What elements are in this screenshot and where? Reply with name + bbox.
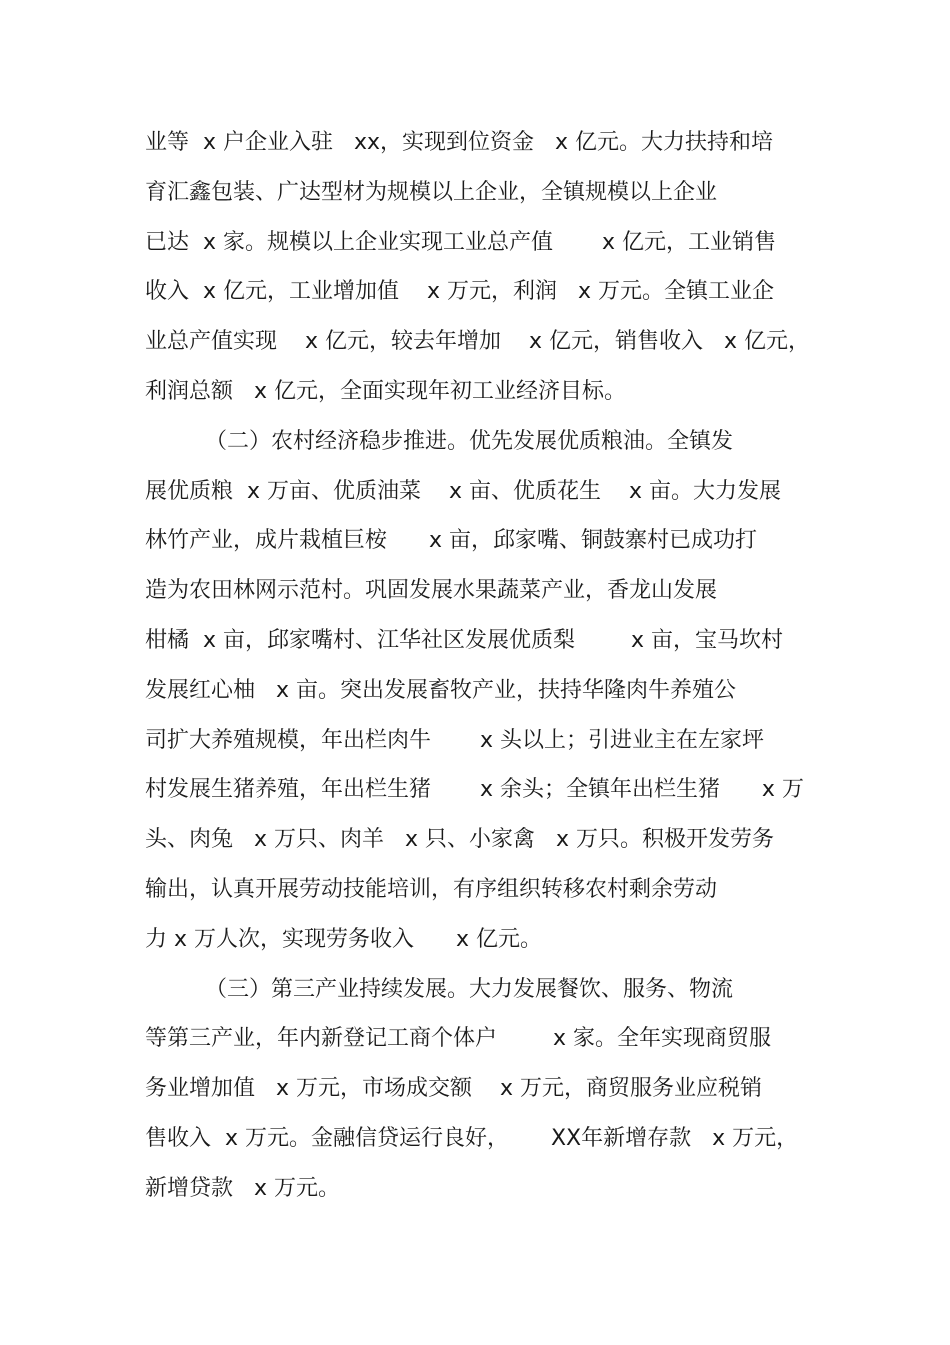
text-line: 业等 x 户企业入驻 xx，实现到位资金 x 亿元。大力扶持和培 <box>145 130 774 155</box>
text-line: 收入 x 亿元，工业增加值 x 万元，利润 x 万元。全镇工业企 <box>145 279 774 305</box>
text-line: 头、肉兔 x 万只、肉羊 x 只、小家禽 x 万只。积极开发劳务 <box>145 827 774 853</box>
text-line: 柑橘 x 亩，邱家嘴村、江华社区发展优质梨 x 亩，宝马坎村 <box>145 627 783 653</box>
text-line: 村发展生猪养殖，年出栏生猪 x 余头；全镇年出栏生猪 x 万 <box>145 777 804 803</box>
text-line: 育汇鑫包装、广达型材为规模以上企业，全镇规模以上企业 <box>145 179 718 205</box>
text-line: 已达 x 家。规模以上企业实现工业总产值 x 亿元，工业销售 <box>145 229 776 255</box>
section-heading-line: （三）第三产业持续发展。大力发展餐饮、服务、物流 <box>205 976 734 1002</box>
text-line: 售收入 x 万元。金融信贷运行良好， XX年新增存款 x 万元， <box>145 1125 799 1151</box>
text-line: 利润总额 x 亿元，全面实现年初工业经济目标。 <box>145 378 626 404</box>
text-line: 务业增加值 x 万元，市场成交额 x 万元，商贸服务业应税销 <box>145 1076 762 1102</box>
text-line: 展优质粮 x 万亩、优质油菜 x 亩、优质花生 x 亩。大力发展 <box>145 478 781 504</box>
text-line: 力 x 万人次，实现劳务收入 x 亿元。 <box>145 926 542 952</box>
section-heading-line: （二）农村经济稳步推进。优先发展优质粮油。全镇发 <box>205 428 734 454</box>
text-line: 输出，认真开展劳动技能培训，有序组织转移农村剩余劳动 <box>145 876 718 902</box>
text-line: 司扩大养殖规模，年出栏肉牛 x 头以上；引进业主在左家坪 <box>145 727 764 753</box>
body-text <box>145 118 825 1214</box>
text-line: 发展红心柚 x 亩。突出发展畜牧产业，扶持华隆肉牛养殖公 <box>145 677 736 703</box>
text-line: 等第三产业，年内新登记工商个体户 x 家。全年实现商贸服 <box>145 1026 771 1052</box>
text-line: 林竹产业，成片栽植巨桉 x 亩，邱家嘴、铜鼓寨村已成功打 <box>145 528 757 554</box>
text-line: 业总产值实现 x 亿元，较去年增加 x 亿元，销售收入 x 亿元， <box>145 329 810 355</box>
text-line: 新增贷款 x 万元。 <box>145 1175 340 1201</box>
text-line: 造为农田林网示范村。巩固发展水果蔬菜产业，香龙山发展 <box>145 578 718 604</box>
